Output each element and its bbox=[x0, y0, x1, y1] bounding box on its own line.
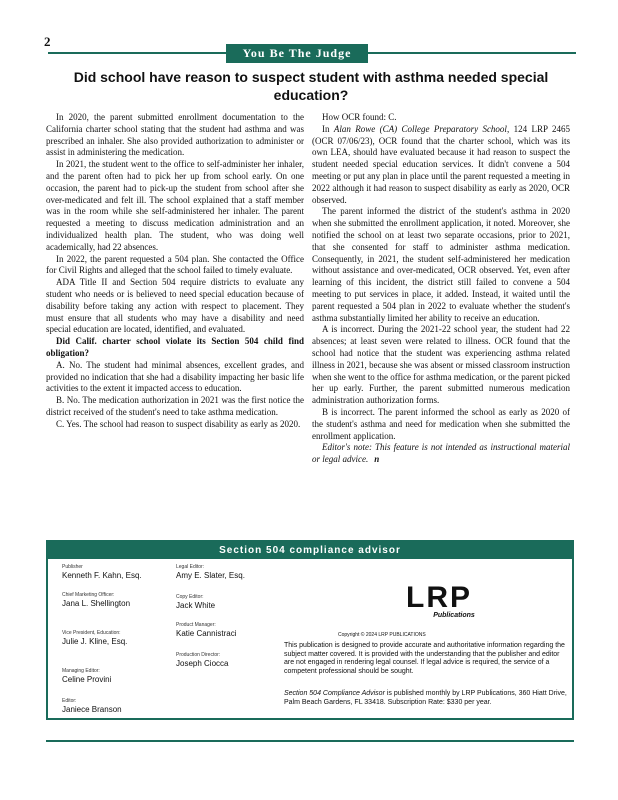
paragraph: In 2020, the parent submitted enrollment documentation to the California charter school stating that the student had asthma and was prescribed an inhaler. She also provided authorization to administer or assist in administering the medication. bbox=[46, 112, 304, 158]
option-b: B. No. The medication authorization in 2021 was the first notice the district received of the student's need to take asthma medication. bbox=[46, 395, 304, 417]
paragraph: In 2022, the parent requested a 504 plan. She contacted the Office for Civil Rights and alleged that the school failed to timely evaluate. bbox=[46, 253, 304, 276]
editor-note: Editor's note: This feature is not intended as instructional material or legal advice. n bbox=[312, 442, 570, 465]
end-mark: n bbox=[374, 454, 380, 465]
staff-managing-editor: Managing Editor: Celine Provini bbox=[62, 668, 112, 684]
citation-prefix: In bbox=[322, 123, 334, 134]
lrp-logo: LRP Publications bbox=[406, 581, 475, 619]
staff-cmo: Chief Marketing Officer: Jana L. Shellington bbox=[62, 592, 131, 608]
article-headline: Did school have reason to suspect student with asthma needed special education? bbox=[73, 69, 549, 103]
option-c: C. Yes. The school had reason to suspect disability as early as 2020. bbox=[56, 418, 301, 429]
staff-production-director: Production Director: Joseph Ciocca bbox=[176, 652, 229, 668]
right-column bbox=[312, 112, 570, 466]
option-a: A. No. The student had minimal absences, excellent grades, and provided no indication that she had a disability impacting her basic life activities to the extent it impacted access to education. bbox=[46, 359, 304, 394]
publication-details: is published monthly by LRP Publications, 360 Hiatt Drive, Palm Beach Gardens, FL 33418. Subscription Rate: $330 per year. bbox=[284, 690, 567, 706]
staff-product-manager: Product Manager: Katie Cannistraci bbox=[176, 622, 237, 638]
section-banner: You Be The Judge bbox=[226, 44, 368, 63]
finding: How OCR found: C. bbox=[322, 112, 397, 122]
paragraph: A is incorrect. During the 2021-22 school year, the student had 22 absences; at least seven were related to illness. OCR found that the school had notice that the student was experiencing asthma related illness in 2021, because she was absent or missed classroom instruction when she went to the office for asthma medication, or the parent picked her up early. Further, the parent submitted numerous medication administration authorization forms. bbox=[312, 324, 570, 406]
publication-title: Section 504 Compliance Advisor bbox=[284, 690, 385, 697]
staff-editor: Editor: Janiece Branson bbox=[62, 698, 122, 714]
masthead-box bbox=[46, 540, 574, 720]
staff-legal-editor: Legal Editor: Amy E. Slater, Esq. bbox=[176, 564, 245, 580]
paragraph: ADA Title II and Section 504 require districts to evaluate any student who needs or is believed to need special education because of disability before taking any action with respect to placement. They must ensure that all students who may have a disability and need special education are located, identified, and evaluated. bbox=[46, 277, 304, 335]
page-number: 2 bbox=[44, 34, 51, 49]
paragraph: B is incorrect. The parent informed the school as early as 2020 of the student's asthma and need for medication when she submitted the enrollment application. bbox=[312, 406, 570, 441]
staff-publisher: Publisher Kenneth F. Kahn, Esq. bbox=[62, 564, 142, 580]
disclaimer: This publication is designed to provide accurate and authoritative information regarding the subject matter covered. It is provided with the understanding that the publisher and editor are not engaged in rendering legal counsel. If legal advice is required, the service of a competent professional should be sought. bbox=[284, 642, 565, 675]
staff-vp-education: Vice President, Education: Julie J. Kline, Esq. bbox=[62, 630, 128, 646]
bottom-rule bbox=[46, 740, 574, 742]
staff-copy-editor: Copy Editor: Jack White bbox=[176, 594, 216, 610]
masthead-title: Section 504 compliance advisor bbox=[48, 542, 572, 559]
question: Did Calif. charter school violate its Section 504 child find obligation? bbox=[46, 336, 304, 358]
paragraph: In 2021, the student went to the office to self-administer her inhaler, and the parent often had to pick her up from school early. On one occasion, the parent had to pick-up the student from school after she over-medicated and felt ill. The school explained that a staff member was in the room while she self-administered her inhaler. The parent requested a meeting to discuss medication administration and an individualized health plan. The student, who was doing well academically, had 22 absences. bbox=[46, 159, 304, 252]
copyright-line: Copyright © 2024 LRP PUBLICATIONS bbox=[338, 632, 426, 638]
publication-info bbox=[284, 690, 569, 707]
citation-paragraph bbox=[312, 124, 570, 207]
left-column bbox=[46, 112, 304, 431]
paragraph: The parent informed the district of the student's asthma in 2020 when she submitted the enrollment application, it noted. Moreover, she notified the school on at least two separate occasions, prior to 2021, that she consented for staff to administer asthma medication. Consequently, in 2021, the student self-administered her medication without assistance and over-medicated, OCR observed. Yet, even after learning of this incident, the district still failed to convene a 504 meeting to put services in place, it added. Instead, it waited until the parent requested a 504 plan in 2022 to evaluate whether the student's asthma substantially limited her ability to receive an education. bbox=[312, 206, 570, 323]
case-name: Alan Rowe (CA) College Preparatory School bbox=[333, 123, 507, 134]
citation-text: , 124 LRP 2465 (OCR 07/06/23), OCR found that the charter school, which was its own LEA, should have evaluated because it had reason to suspect the student needed special education services. It didn't convene a 504 meeting or put any plan in place until the parent requested a meeting in 2022 although it had reason to suspect disability as early as 2020, OCR observed. bbox=[312, 123, 571, 205]
